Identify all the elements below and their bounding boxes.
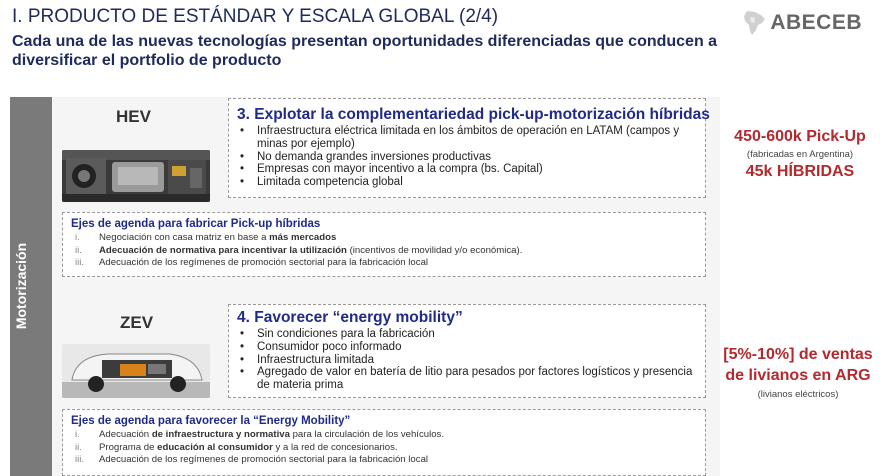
zev-bullet-list [237, 328, 697, 392]
page-subtitle: Cada una de las nuevas tecnologías presentan oportunidades diferenciadas que conducen a diversificar el portfolio de producto [12, 33, 718, 69]
map-logo-icon [741, 9, 767, 37]
item-emphasis: más mercados [269, 232, 337, 243]
list-item [71, 257, 697, 270]
hev-strategy-box [228, 98, 710, 198]
zev-car-photo [62, 344, 210, 398]
list-item: • Empresas con mayor incentivo a la compra (bs. Capital) [237, 163, 697, 176]
list-item [71, 454, 697, 467]
list-item: • Infraestructura limitada [237, 354, 697, 367]
item-text: para la circulación de los vehículos. [289, 429, 445, 440]
hev-metric [728, 126, 872, 181]
item-number: ii. [75, 441, 82, 453]
item-number: ii. [75, 244, 82, 256]
list-item [71, 442, 697, 455]
logo-text: ABECEB [770, 11, 862, 34]
zev-metric-note: (livianos eléctricos) [757, 389, 839, 400]
hev-agenda-title: Ejes de agenda para fabricar Pick-up híbridas [71, 218, 321, 230]
list-item: • No demanda grandes inversiones productivas [237, 151, 697, 164]
sidebar-label: Motorización [13, 242, 29, 330]
zev-strategy-box [228, 304, 706, 398]
hev-metric-main: 450-600k Pick-Up [734, 128, 866, 145]
item-text: Adecuación de los regímenes de promoción sectorial para la fabricación local [99, 454, 429, 466]
zev-metric-main: [5%-10%] de ventas de livianos en ARG [723, 346, 873, 384]
item-text: y a la red de concesionarios. [272, 441, 398, 453]
item-text: Adecuación [99, 429, 152, 440]
hev-metric-second: 45k HÍBRIDAS [745, 163, 855, 180]
item-number: iii. [75, 257, 85, 269]
zev-agenda-list [71, 429, 697, 467]
zev-heading: 4. Favorecer “energy mobility” [237, 309, 463, 326]
zev-metric [718, 344, 878, 400]
item-emphasis: de infraestructura y normativa [151, 429, 290, 440]
hev-agenda-list [71, 232, 697, 270]
item-text: Negociación con casa matriz en base a [99, 232, 270, 243]
hev-metric-note: (fabricadas en Argentina) [746, 149, 854, 160]
item-text: (incentivos de movilidad y/o económica). [346, 244, 523, 256]
zev-label: ZEV [120, 313, 154, 332]
list-item: • Agregado de valor en batería de litio para pesados por factores logísticos y presencia de materia prima [237, 366, 697, 392]
list-item: • Sin condiciones para la fabricación [237, 328, 697, 341]
zev-agenda-title: Ejes de agenda para favorecer la “Energy Mobility” [71, 415, 351, 427]
list-item [71, 245, 697, 258]
hev-heading: 3. Explotar la complementariedad pick-up-motorización híbridas [237, 106, 710, 123]
list-item [71, 429, 697, 442]
hev-engine-photo [62, 150, 210, 202]
list-item: • Infraestructura eléctrica limitada en los ámbitos de operación en LATAM (campos y minas por ejemplo) [237, 125, 697, 151]
item-number: i. [75, 429, 80, 440]
list-item [71, 232, 697, 245]
page-title: I. PRODUCTO DE ESTÁNDAR Y ESCALA GLOBAL (2/4) [12, 6, 499, 27]
list-item: • Consumidor poco informado [237, 341, 697, 354]
zev-agenda-box [62, 409, 706, 476]
hev-label: HEV [116, 107, 151, 126]
item-emphasis: Adecuación de normativa para incentivar la utilización [99, 244, 347, 256]
item-text: Adecuación de los regímenes de promoción sectorial para la fabricación local [99, 257, 429, 269]
list-item: • Limitada competencia global [237, 176, 697, 189]
hev-agenda-box [62, 212, 706, 277]
item-number: i. [75, 232, 80, 243]
brand-logo [741, 8, 862, 38]
item-text: Programa de [99, 441, 158, 453]
item-emphasis: educación al consumidor [157, 441, 273, 453]
hev-bullet-list [237, 125, 697, 189]
item-number: iii. [75, 454, 85, 466]
